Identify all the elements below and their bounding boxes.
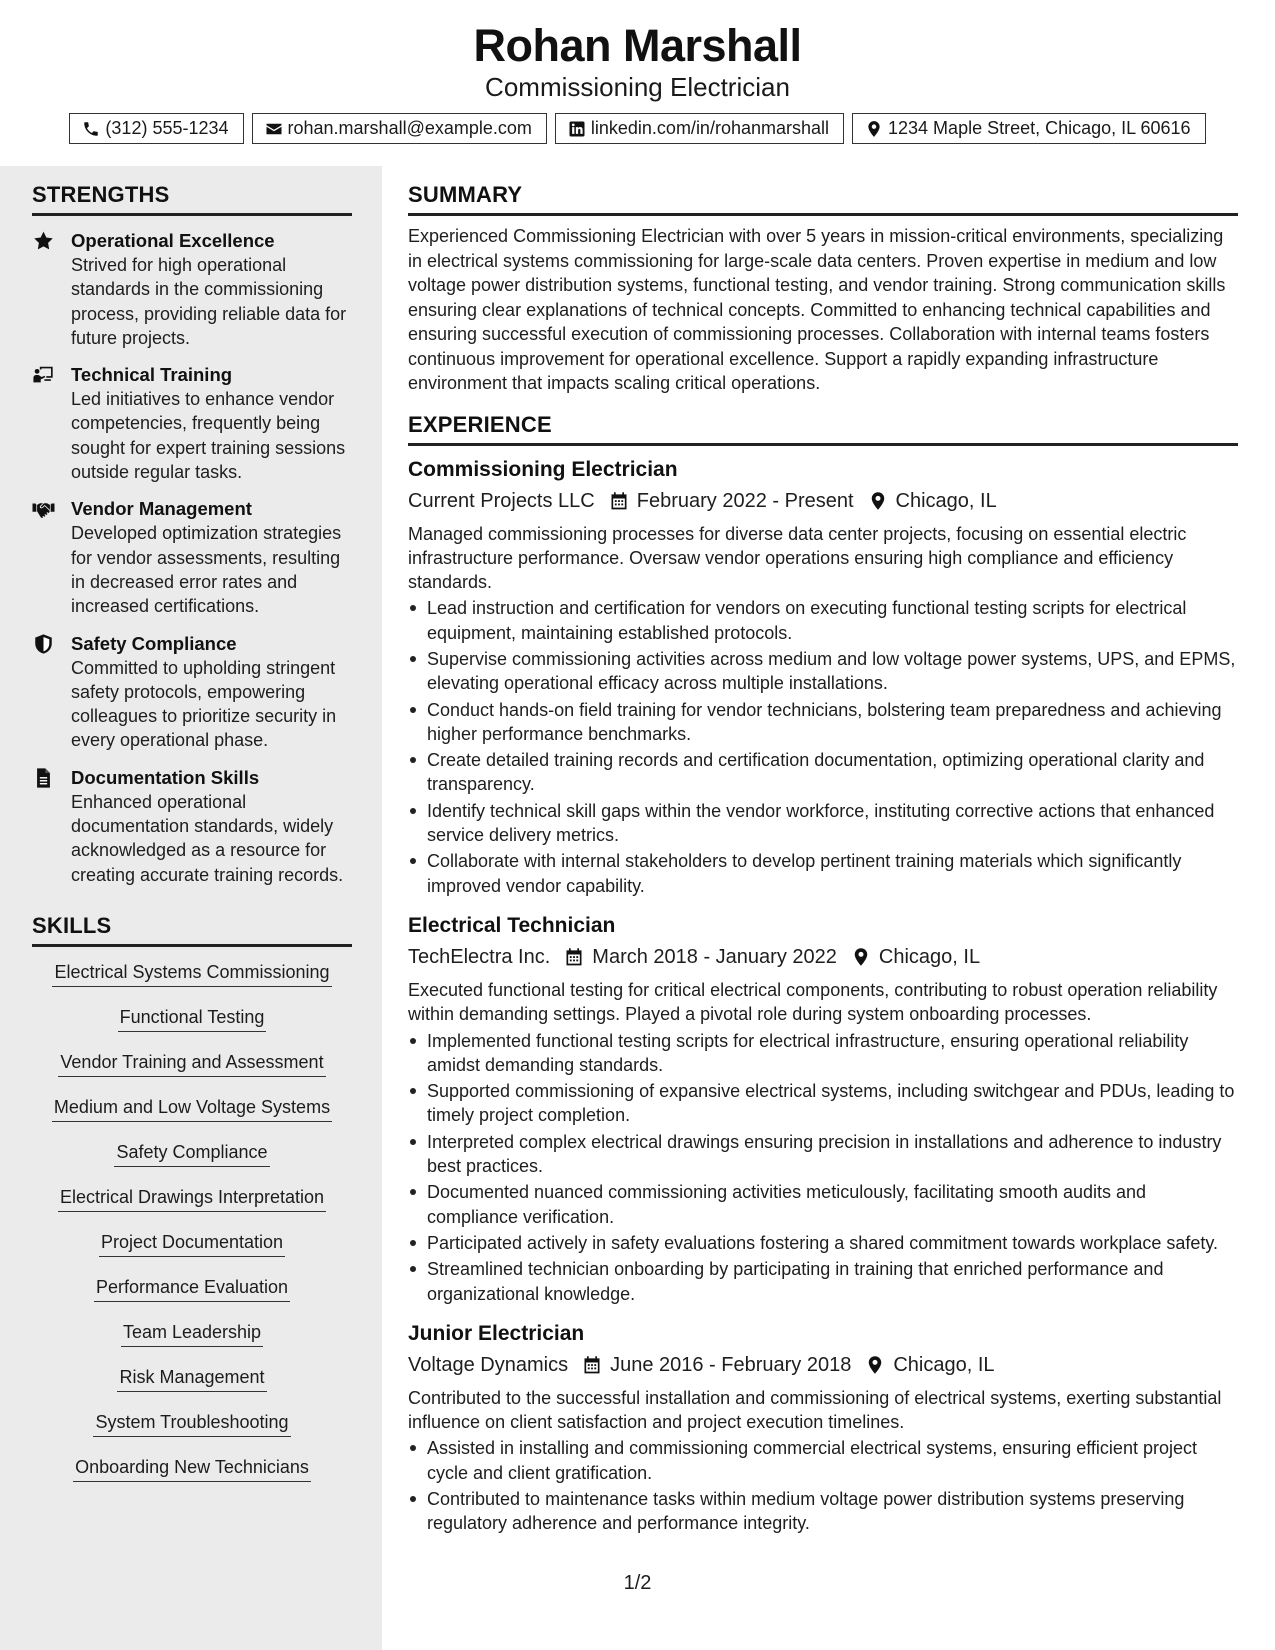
- job-location: Chicago, IL: [895, 489, 997, 512]
- job-meta: [408, 943, 1238, 971]
- bullet-item: Documented nuanced commissioning activities meticulously, facilitating smooth audits and compliance verification.: [408, 1180, 1238, 1229]
- job-location: Chicago, IL: [893, 1353, 995, 1376]
- job-title: Junior Electrician: [408, 1321, 585, 1345]
- skill-label: Vendor Training and Assessment: [58, 1049, 325, 1077]
- job-dates: February 2022 - Present: [636, 489, 854, 512]
- job-description: Contributed to the successful installation and commissioning of electrical systems, exerting substantial influence on client satisfaction and project execution timelines.: [408, 1387, 1222, 1433]
- document-icon: [32, 767, 55, 789]
- strength-desc: Committed to upholding stringent safety protocols, empowering colleagues to prioritize security in every operational phase.: [71, 657, 337, 751]
- bullet-item: Identify technical skill gaps within the vendor workforce, instituting corrective actions that enhanced service delivery metrics.: [408, 799, 1238, 848]
- skill-label: Functional Testing: [118, 1004, 267, 1032]
- job-entry: [408, 912, 1238, 1306]
- star-icon: [32, 230, 55, 252]
- candidate-title: Commissioning Electrician: [485, 72, 790, 102]
- summary-heading: SUMMARY: [408, 182, 1238, 216]
- job-dates: June 2016 - February 2018: [610, 1353, 852, 1376]
- main-content: [408, 166, 1238, 1538]
- bullet-item: Lead instruction and certification for vendors on executing functional testing scripts for electrical equipment, maintaining established protocols.: [408, 596, 1238, 645]
- phone-icon: [82, 120, 100, 138]
- strength-desc: Led initiatives to enhance vendor competencies, frequently being sought for expert training sessions outside regular tasks.: [71, 389, 346, 483]
- job-company: Current Projects LLC: [408, 489, 595, 512]
- skill-label: System Troubleshooting: [93, 1409, 290, 1437]
- skill-label: Risk Management: [117, 1364, 266, 1392]
- candidate-name: Rohan Marshall: [473, 20, 802, 71]
- page-number-text: 1/2: [623, 1572, 652, 1594]
- bullet-item: Contributed to maintenance tasks within medium voltage power distribution systems preserving regulatory adherence and performance integrity.: [408, 1487, 1238, 1536]
- skill-label: Onboarding New Technicians: [73, 1454, 311, 1482]
- skill-label: Medium and Low Voltage Systems: [52, 1094, 332, 1122]
- skill-item: [32, 1004, 352, 1049]
- strength-desc: Developed optimization strategies for vendor assessments, resulting in decreased error rates and increased certifications.: [71, 523, 342, 617]
- strengths-heading: STRENGTHS: [32, 182, 352, 216]
- chalkboard-teacher-icon: [32, 364, 55, 386]
- bullet-item: Create detailed training records and certification documentation, optimizing operational clarity and transparency.: [408, 748, 1238, 797]
- skill-item: [32, 1454, 352, 1499]
- map-pin-icon: [865, 1355, 885, 1375]
- skill-label: Safety Compliance: [114, 1139, 269, 1167]
- bullet-item: Streamlined technician onboarding by participating in training that enriched performance and organizational knowledge.: [408, 1257, 1238, 1306]
- skill-item: [32, 959, 352, 1004]
- skill-item: [32, 1319, 352, 1364]
- bullet-item: Participated actively in safety evaluations fostering a shared commitment towards workplace safety.: [408, 1231, 1238, 1255]
- resume-header: [0, 0, 1275, 166]
- bullet-item: Supported commissioning of expansive electrical systems, including switchgear and PDUs, leading to timely project completion.: [408, 1079, 1238, 1128]
- strength-item: [32, 632, 352, 753]
- map-pin-icon: [851, 947, 871, 967]
- contact-address[interactable]: [852, 113, 1206, 144]
- skill-label: Performance Evaluation: [94, 1274, 290, 1302]
- skill-item: [32, 1049, 352, 1094]
- skills-list: [32, 959, 352, 1499]
- job-entry: [408, 456, 1238, 898]
- calendar-icon: [609, 491, 629, 511]
- skill-item: [32, 1139, 352, 1184]
- skill-item: [32, 1094, 352, 1139]
- job-meta: [408, 487, 1238, 515]
- skill-item: [32, 1364, 352, 1409]
- job-bullets: [408, 1029, 1238, 1306]
- job-bullets: [408, 596, 1238, 898]
- skill-label: Project Documentation: [99, 1229, 285, 1257]
- contact-email[interactable]: [252, 113, 547, 144]
- job-description: Managed commissioning processes for diverse data center projects, focusing on essential electric infrastructure performance. Oversaw vendor operations ensuring high compliance and efficiency standards.: [408, 523, 1187, 593]
- job-entry: [408, 1320, 1238, 1536]
- contact-phone-text: (312) 555-1234: [105, 118, 229, 138]
- job-meta: [408, 1351, 1238, 1379]
- job-company: Voltage Dynamics: [408, 1353, 569, 1376]
- strength-title: Operational Excellence: [71, 230, 275, 251]
- strength-item: [32, 766, 352, 887]
- experience-heading: EXPERIENCE: [408, 412, 1238, 446]
- strength-title: Documentation Skills: [71, 766, 260, 788]
- job-bullets: [408, 1436, 1238, 1535]
- contact-phone[interactable]: [69, 113, 243, 144]
- skill-label: Electrical Systems Commissioning: [52, 959, 331, 987]
- job-dates: March 2018 - January 2022: [592, 945, 837, 968]
- handshake-icon: [32, 498, 55, 520]
- linkedin-icon: [568, 120, 586, 138]
- skill-item: [32, 1274, 352, 1319]
- skill-item: [32, 1409, 352, 1454]
- job-location: Chicago, IL: [878, 945, 981, 968]
- map-pin-icon: [865, 120, 883, 138]
- skill-item: [32, 1229, 352, 1274]
- calendar-icon: [582, 1355, 602, 1375]
- strength-desc: Strived for high operational standards in the commissioning process, providing reliable data for future projects.: [71, 255, 347, 348]
- skill-label: Electrical Drawings Interpretation: [58, 1184, 326, 1212]
- bullet-item: Assisted in installing and commissioning commercial electrical systems, ensuring efficient project cycle and client gratification.: [408, 1436, 1238, 1485]
- bullet-item: Collaborate with internal stakeholders to develop pertinent training materials which significantly improved vendor capability.: [408, 849, 1238, 898]
- strength-desc: Enhanced operational documentation standards, widely acknowledged as a resource for creating accurate training records.: [71, 791, 344, 885]
- bullet-item: Supervise commissioning activities across medium and low voltage power systems, UPS, and EPMS, elevating operational efficacy across multiple installations.: [408, 647, 1238, 696]
- contact-bar: [0, 113, 1275, 144]
- contact-email-text: rohan.marshall@example.com: [287, 118, 532, 138]
- sidebar: [0, 166, 382, 1650]
- skill-item: [32, 1184, 352, 1229]
- skills-heading: SKILLS: [32, 913, 352, 947]
- map-pin-icon: [868, 491, 888, 511]
- bullet-item: Implemented functional testing scripts for electrical infrastructure, ensuring operational reliability amidst demanding standards.: [408, 1029, 1238, 1078]
- contact-linkedin[interactable]: [555, 113, 844, 144]
- page-number: [0, 1572, 1275, 1595]
- calendar-icon: [564, 947, 584, 967]
- job-company: TechElectra Inc.: [408, 945, 551, 968]
- strength-title: Safety Compliance: [71, 632, 237, 654]
- shield-icon: [32, 633, 55, 655]
- strength-title: Vendor Management: [71, 498, 252, 520]
- job-description: Executed functional testing for critical electrical components, contributing to robust operation reliability within demanding settings. Played a pivotal role during system onboarding processes.: [408, 979, 1218, 1025]
- job-title: Commissioning Electrician: [408, 457, 678, 481]
- bullet-item: Interpreted complex electrical drawings ensuring precision in installations and adherence to industry best practices.: [408, 1130, 1238, 1179]
- strength-item: [32, 363, 352, 484]
- skill-label: Team Leadership: [121, 1319, 263, 1347]
- summary-text: Experienced Commissioning Electrician with over 5 years in mission-critical environments, specializing in electrical systems commissioning for large-scale data centers. Proven expertise in medium and low voltage power distribution systems, functional testing, and vendor training. Strong communication skills ensuring clear explanations of technical concepts. Committed to enhancing technical capabilities and ensuring successful execution of commissioning processes. Collaboration with internal teams fosters continuous improvement for operational excellence. Support a rapidly expanding infrastructure environment that impacts scaling critical operations.: [408, 226, 1226, 393]
- strength-item: [32, 497, 352, 618]
- strength-item: [32, 229, 352, 350]
- contact-linkedin-text: linkedin.com/in/rohanmarshall: [590, 118, 830, 138]
- envelope-icon: [265, 120, 283, 138]
- contact-address-text: 1234 Maple Street, Chicago, IL 60616: [888, 118, 1191, 138]
- bullet-item: Conduct hands-on field training for vendor technicians, bolstering team preparedness and achieving higher performance benchmarks.: [408, 698, 1238, 747]
- job-title: Electrical Technician: [408, 913, 616, 937]
- strength-title: Technical Training: [71, 364, 233, 386]
